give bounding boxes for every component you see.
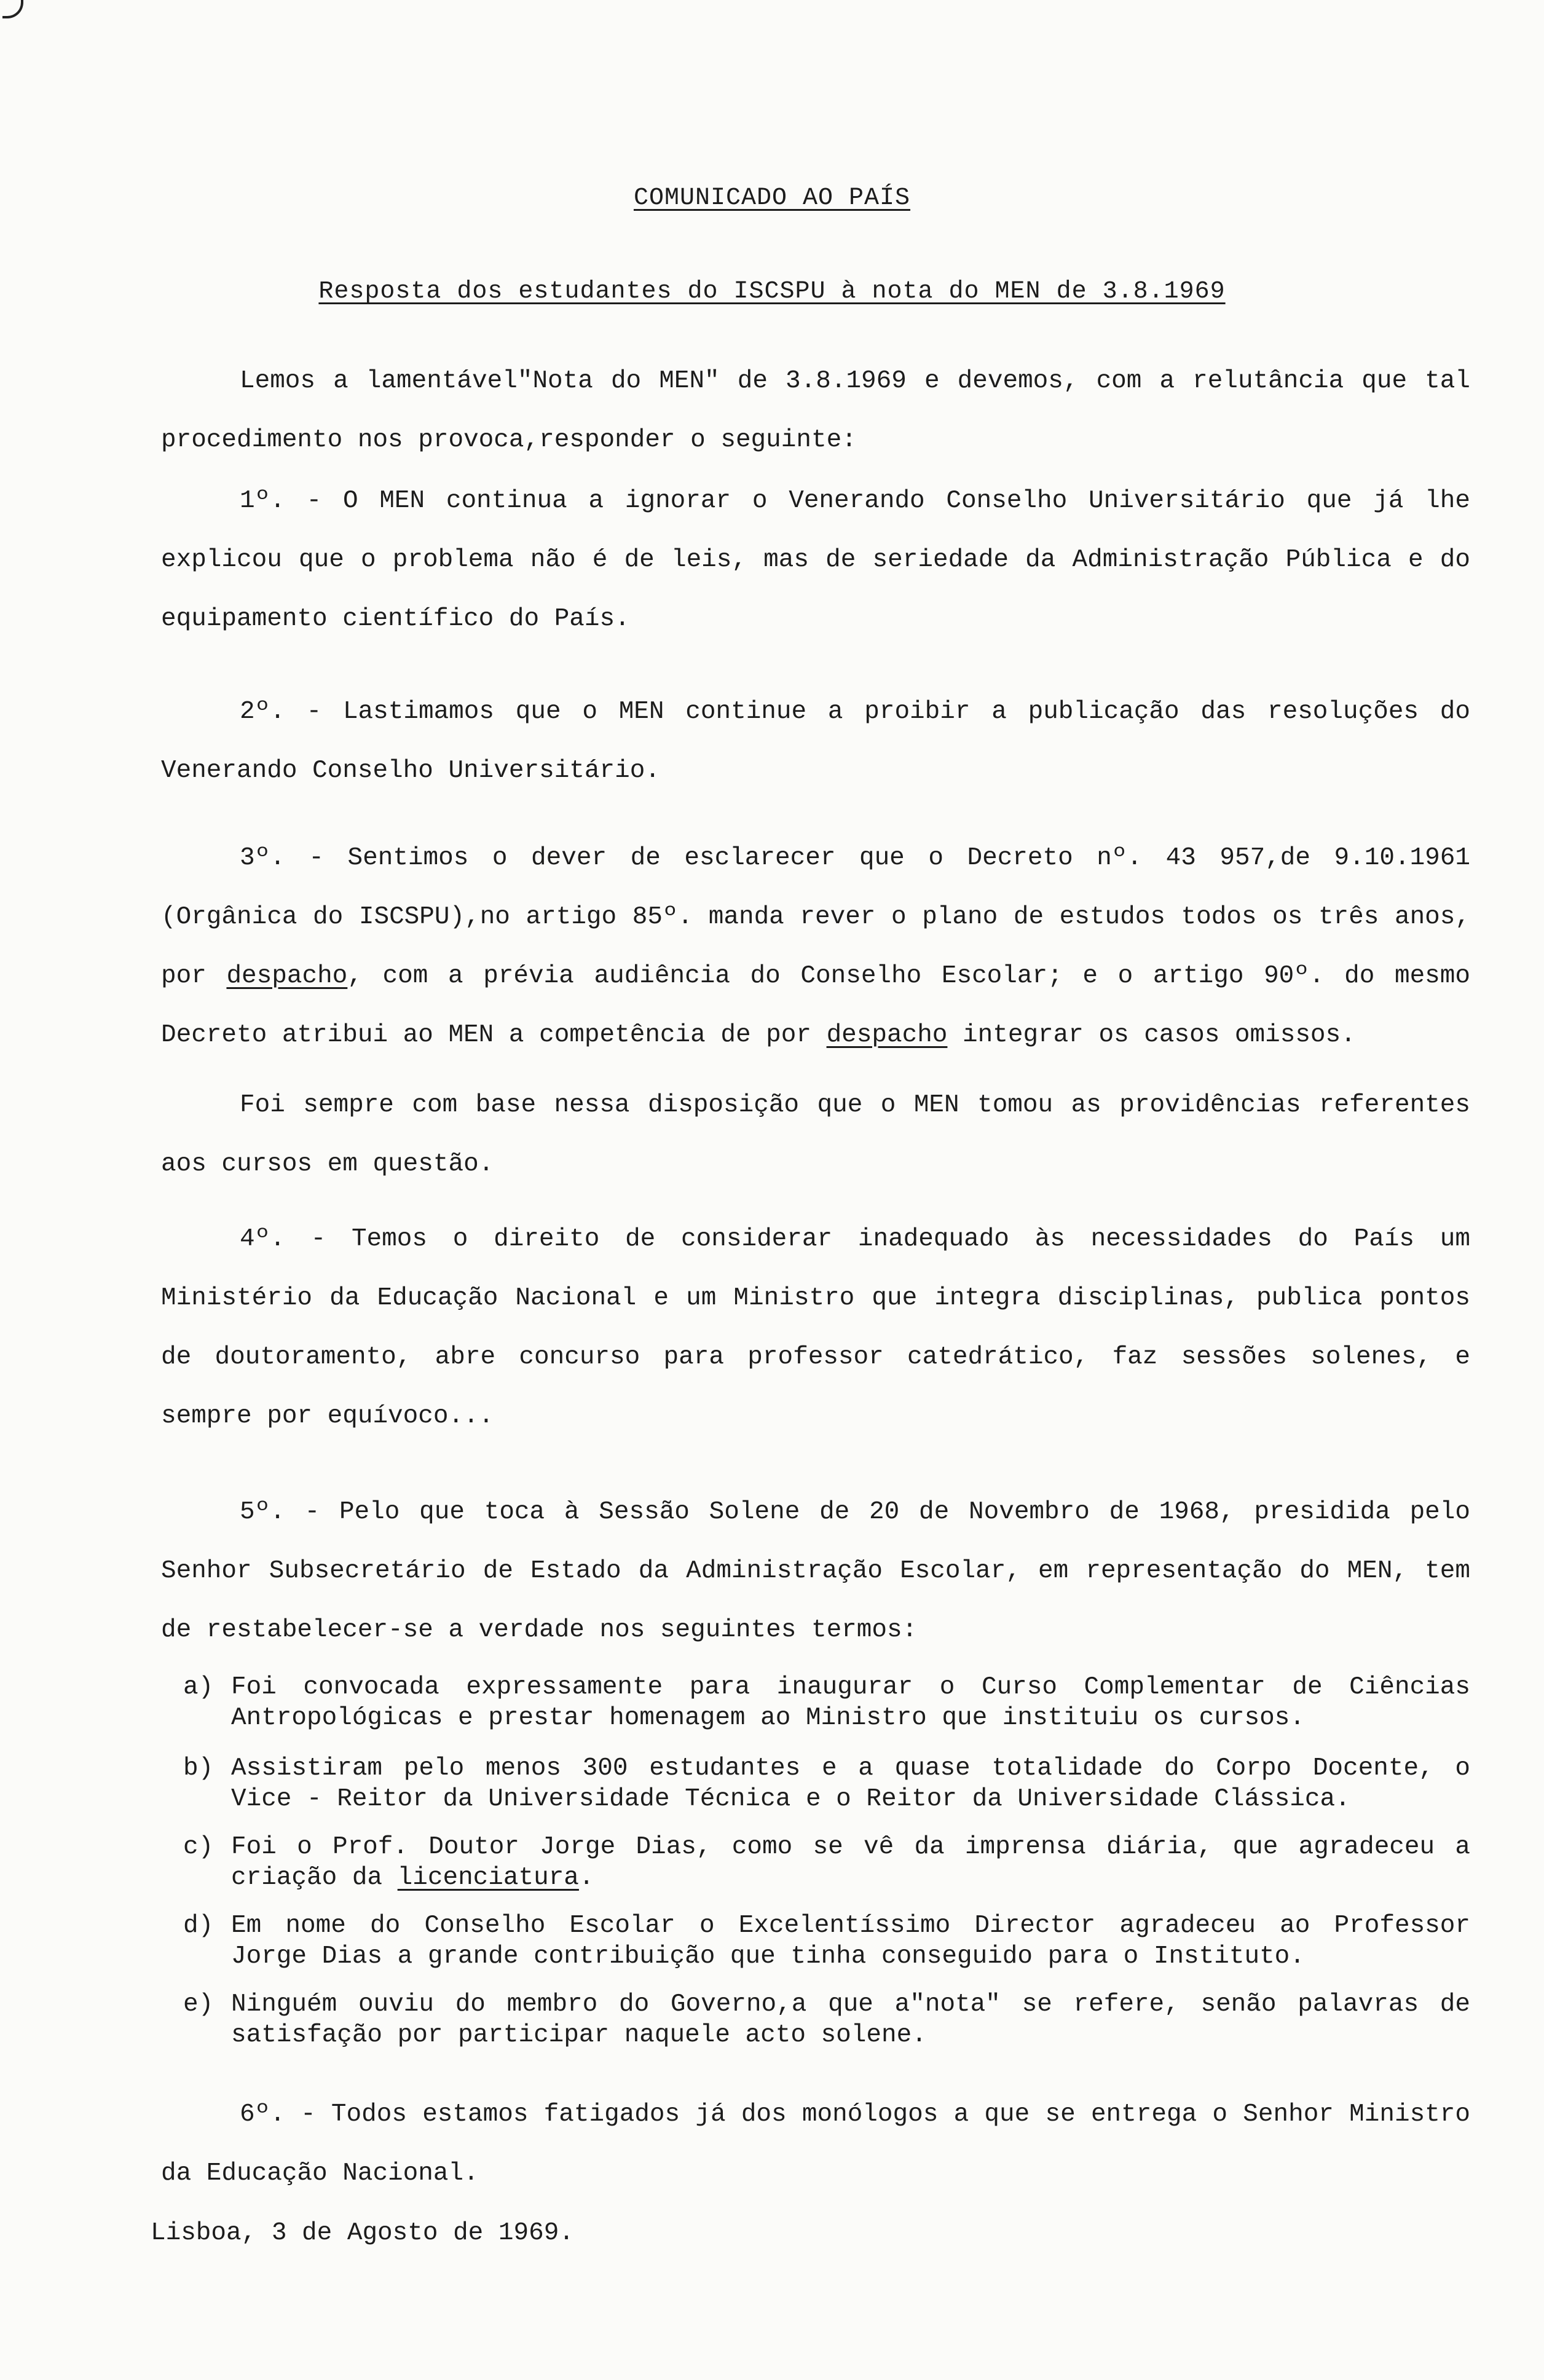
point-3-text-a: 3º. - Sentimos o dever de esclarecer que o Decreto nº. 43 957,de 9.10.1961 (Orgânica do ISCSPU),no artigo 85º. manda rever o plano de estudos todos os três anos, por [161, 844, 1470, 990]
point-6-paragraph: 6º. - Todos estamos fatigados já dos monólogos a que se entrega o Senhor Ministro da Educação Nacional. [161, 2100, 1470, 2188]
list-letter: c) [183, 1833, 214, 1861]
point-1-paragraph: 1º. - O MEN continua a ignorar o Venerando Conselho Universitário que já lhe explicou que o problema não é de leis, mas de seriedade da Administração Pública e do equipamento científico do País. [161, 487, 1470, 633]
point-4-paragraph: 4º. - Temos o direito de considerar inadequado às necessidades do País um Ministério da Educação Nacional e um Ministro que integra disciplinas, publica pontos de doutoramento, abre concurso para professor catedrático, faz sessões solenes, e sempre por equívoco... [161, 1225, 1470, 1430]
point-2-paragraph: 2º. - Lastimamos que o MEN continue a proibir a publicação das resoluções do Venerando Conselho Universitário. [161, 698, 1470, 785]
corner-mark [2, 0, 23, 18]
list-item-c [183, 1832, 1470, 1910]
list-item-d [183, 1910, 1470, 1989]
list-letter: b) [183, 1754, 214, 1783]
licenciatura-underlined: licenciatura [397, 1864, 579, 1892]
point-5-paragraph: 5º. - Pelo que toca à Sessão Solene de 20 de Novembro de 1968, presidida pelo Senhor Subsecretário de Estado da Administração Escolar, em representação do MEN, tem de restabelecer-se a verdade nos seguintes termos: [161, 1498, 1470, 1644]
list-text-b: . [578, 1864, 594, 1892]
closing-date: Lisboa, 3 de Agosto de 1969. [151, 2219, 574, 2247]
list-text: Assistiram pelo menos 300 estudantes e a quase totalidade do Corpo Docente, o Vice - Reitor da Universidade Técnica e o Reitor da Universidade Clássica. [231, 1754, 1470, 1813]
list-text: Ninguém ouviu do membro do Governo,a que a"nota" se refere, senão palavras de satisfação por participar naquele acto solene. [231, 1990, 1470, 2049]
point-3-text-b: , com a prévia audiência do Conselho Escolar; e o artigo 90º. do mesmo Decreto atribui ao MEN a competência de por [161, 962, 1470, 1049]
despacho-underlined-2: despacho [826, 1021, 948, 1049]
list-text: Em nome do Conselho Escolar o Excelentíssimo Director agradeceu ao Professor Jorge Dias a grande contribuição que tinha conseguido para o Instituto. [231, 1912, 1470, 1971]
list-text: Foi convocada expressamente para inaugurar o Curso Complementar de Ciências Antropológicas e prestar homenagem ao Ministro que instituiu os cursos. [231, 1673, 1470, 1732]
list-item-e [183, 1989, 1470, 2068]
list-item-a [183, 1672, 1470, 1753]
intro-paragraph: Lemos a lamentável"Nota do MEN" de 3.8.1969 e devemos, com a relutância que tal procedimento nos provoca,responder o seguinte: [161, 367, 1470, 454]
document-subtitle: Resposta dos estudantes do ISCSPU à nota do MEN de 3.8.1969 [318, 278, 1226, 305]
point-5-list [183, 1672, 1470, 2068]
list-letter: d) [183, 1912, 214, 1940]
list-item-b [183, 1753, 1470, 1832]
point-3-continuation-paragraph: Foi sempre com base nessa disposição que o MEN tomou as providências referentes aos cursos em questão. [161, 1091, 1470, 1178]
point-3-paragraph [161, 829, 1470, 1065]
document-title: COMUNICADO AO PAÍS [633, 184, 911, 212]
list-text [231, 1832, 1470, 1910]
list-text-a: Foi o Prof. Doutor Jorge Dias, como se vê da imprensa diária, que agradeceu a criação da [231, 1833, 1470, 1892]
list-letter: a) [183, 1673, 214, 1701]
list-letter: e) [183, 1990, 214, 2019]
despacho-underlined-1: despacho [226, 962, 348, 990]
point-3-text-c: integrar os casos omissos. [947, 1021, 1356, 1049]
